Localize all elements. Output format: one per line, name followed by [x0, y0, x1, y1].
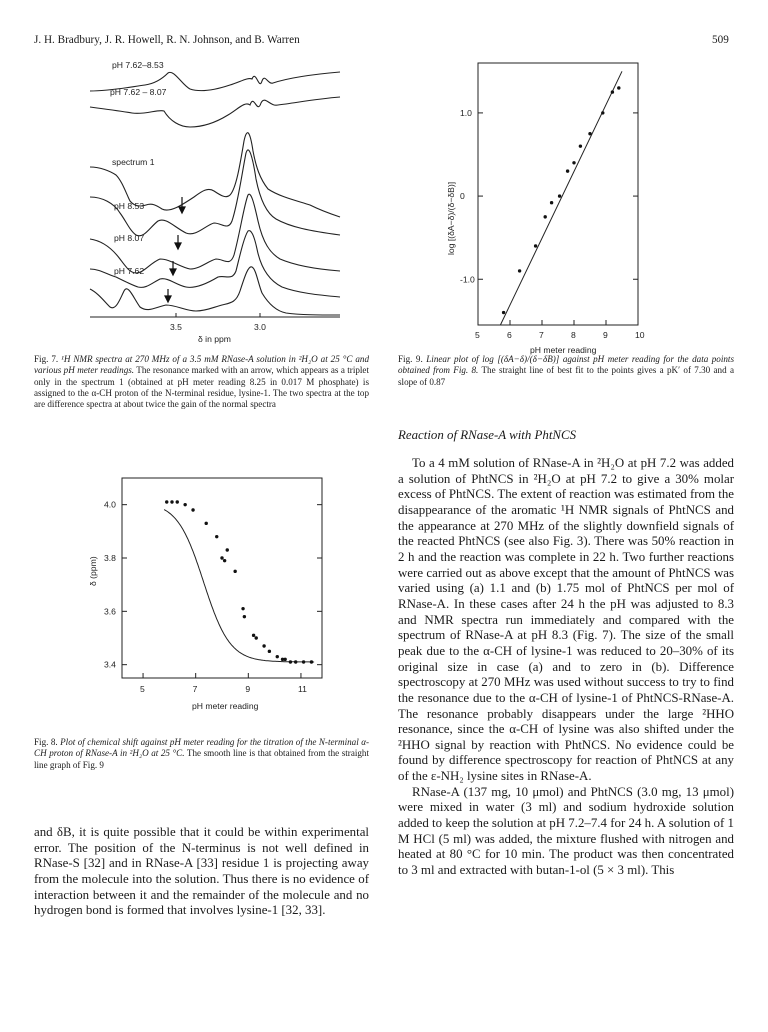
running-header-authors: J. H. Bradbury, J. R. Howell, R. N. Johnson, and B. Warren — [34, 34, 300, 46]
fig8-data-point — [220, 556, 223, 559]
fig7-caption-label: Fig. 7. — [34, 354, 59, 364]
right-paragraph-1: To a 4 mM solution of RNase-A in ²H₂O at pH 7.2 was added a solution of PhtNCS in ²H₂O at pH 7.2 to give a 30% molar excess of PhtNCS. The extent of reaction was estimated from the disappearance of the aromatic ¹H NMR signals of PhtNCS and the appearance at 270 MHz of the slightly downfield signals of the reacted PhtNCS (see also Fig. 3). There was 50% reaction in 2 h and the reaction was complete in 22 h. Two further reactions were carried out as above except that the amount of PhtNCS was varied using (a) 1.1 and (b) 1.75 mol of PhtNCS per mol of RNase-A. In these cases after 24 h the pH was adjusted to 8.3 and NMR spectra run immediately and compared with the spectrum of RNase-A at pH 8.3 (Fig. 7). The size of the small peak due to the α-CH of lysine-1 was reduced to 20–30% of its original size in case (a) and to zero in (b). Difference spectroscopy at 270 MHz was used without success to try to find the resonance due to the α-CH of lysine-1 of PhtNCS-RNase-A. The resonance probably disappears under the large ²HHO resonance, since the α-CH of lysine was also shifted under the ²HHO signal by reaction with PhtNCS. No evidence could be found by difference spectroscopy for reaction of PhtNCS at any of the ε-NH₂ lysine sites in RNase-A. — [398, 456, 734, 784]
fig9-xlabel: pH meter reading — [530, 345, 597, 355]
figure-8-chemical-shift-plot — [82, 478, 332, 728]
fig8-data-point — [243, 615, 246, 618]
page-number: 509 — [712, 34, 729, 46]
fig7-label-spectrum1: spectrum 1 — [112, 157, 155, 167]
fig9-data-point — [601, 111, 604, 114]
fig8-ytick-label: 3.4 — [104, 659, 116, 670]
fig9-data-point — [502, 311, 505, 314]
fig9-ytick-label: 1.0 — [460, 107, 472, 118]
fig7-label-diff2: pH 7.62 – 8.07 — [110, 87, 167, 97]
fig9-caption-italic: Linear plot of log [(δA−δ)/(δ−δB)] against pH meter reading for the data points obtained from Fig. 8. — [398, 354, 734, 376]
fig8-caption — [34, 737, 369, 771]
arrow-head-ph762 — [170, 269, 176, 275]
fig9-data-point — [566, 169, 569, 172]
left-column-body — [34, 825, 369, 919]
fig9-frame — [478, 63, 638, 325]
fig9-data-point — [588, 132, 591, 135]
fig8-data-point — [283, 658, 286, 661]
fig8-ytick-label: 3.8 — [104, 553, 116, 563]
fig7-tick-3.5: 3.5 — [170, 322, 182, 332]
fig8-data-point — [170, 500, 173, 503]
fig7-caption — [34, 354, 369, 410]
fig9-data-point — [572, 161, 575, 164]
fig8-ytick-label: 4.0 — [104, 499, 116, 510]
fig8-xtick-label: 7 — [192, 684, 198, 694]
fig8-caption-italic: Plot of chemical shift against pH meter reading for the titration of the N-terminal α-CH proton of RNase-A in ²H₂O at 25 °C. — [34, 737, 369, 759]
fig8-xlabel: pH meter reading — [192, 701, 259, 711]
fig9-data-point — [617, 86, 620, 89]
fig9-fit-line — [500, 71, 622, 325]
fig7-xlabel: δ in ppm — [198, 334, 231, 344]
fig9-xtick-label: 8 — [571, 330, 576, 340]
fig8-data-point — [233, 570, 236, 573]
fig8-data-point — [215, 535, 218, 538]
fig9-data-point — [579, 144, 582, 147]
fig9-ytick-label: -1.0 — [460, 274, 475, 285]
fig8-data-point — [226, 548, 229, 551]
fig8-xtick-label: 5 — [140, 684, 145, 694]
fig9-data-point — [534, 244, 537, 247]
fig9-caption — [398, 354, 734, 388]
fig9-xtick-label: 10 — [635, 330, 645, 340]
fig7-label-ph807: pH 8.07 — [114, 233, 145, 243]
fig8-fit-curve — [164, 510, 314, 662]
fig8-xtick-label: 9 — [245, 684, 251, 694]
fig8-data-point — [165, 500, 168, 503]
fig7-label-ph762: pH 7.62 — [114, 266, 145, 276]
fig8-data-point — [191, 508, 194, 511]
fig9-caption-text: The straight line of best fit to the points gives a pK′ of 7.30 and a slope of 0.87 — [398, 365, 734, 387]
fig9-data-point — [550, 201, 553, 204]
fig9-data-point — [518, 269, 521, 272]
arrow-head-bottom — [165, 296, 171, 302]
fig9-xtick-label: 5 — [475, 330, 480, 340]
fig9-ylabel: log [(δA−δ)/(δ−δB)] — [446, 181, 456, 255]
fig7-label-diff1: pH 7.62–8.53 — [112, 60, 164, 70]
arrow-head-ph853 — [179, 207, 185, 213]
fig8-data-point — [262, 644, 265, 647]
fig7-tick-3.0: 3.0 — [254, 322, 266, 332]
fig8-caption-label: Fig. 8. — [34, 737, 58, 747]
fig9-xtick-label: 6 — [507, 330, 512, 340]
figure-9-linear-plot — [438, 55, 643, 355]
fig8-data-point — [176, 500, 179, 503]
right-paragraph-2: RNase-A (137 mg, 10 μmol) and PhtNCS (3.0 mg, 13 μmol) were mixed in water (3 ml) and sodium hydroxide solution added to keep the solution at pH 7.2–7.4 for 24 h. A solution of 1 M HCl (5 ml) was added, the mixture flushed with nitrogen and heated at 80 °C for 10 min. The product was then concentrated to 3 ml and extracted with butan-1-ol (5 × 3 ml). This — [398, 784, 734, 878]
arrow-head-ph807 — [175, 243, 181, 249]
fig7-caption-text: The resonance marked with an arrow, which appears as a triplet only in the spectrum 1 (obtained at pH meter reading 8.25 in 0.017 M phosphate) is assigned to the α-CH proton of the N-terminal residue, lysine-1. The two spectra at the top are difference spectra at about twice the gain of the normal spectra — [34, 365, 369, 410]
fig8-xtick-label: 11 — [297, 684, 307, 694]
left-paragraph: and δB, it is quite possible that it could be within experimental error. The position of the N-terminus is not well defined in RNase-S [32] and in RNase-A [33] residue 1 is projecting away from the molecule into the solution. Thus there is no evidence of interaction between it and the remainder of the molecule and no hydrogen bond is formed that involves lysine-1 [32, 33]. — [34, 825, 369, 918]
fig9-caption-label: Fig. 9. — [398, 354, 423, 364]
fig8-caption-text: The smooth line is that obtained from the straight line graph of Fig. 9 — [34, 748, 370, 770]
fig8-data-point — [252, 634, 255, 637]
fig9-data-point — [544, 215, 547, 218]
fig8-data-point — [223, 559, 226, 562]
figure-7-nmr-spectra — [90, 55, 340, 345]
fig9-ytick-label: 0 — [460, 191, 465, 202]
fig8-data-point — [241, 607, 244, 610]
fig8-data-point — [294, 660, 297, 663]
fig8-data-point — [183, 503, 186, 506]
difference-spectrum-2 — [90, 97, 340, 127]
fig8-data-point — [205, 522, 208, 525]
fig9-data-point — [611, 90, 614, 93]
fig8-frame — [122, 478, 322, 678]
fig8-data-point — [255, 636, 258, 639]
section-title: Reaction of RNase-A with PhtNCS — [398, 428, 577, 442]
fig8-ylabel: δ (ppm) — [88, 556, 98, 586]
fig8-data-point — [268, 650, 271, 653]
fig9-data-point — [558, 194, 561, 197]
fig7-caption-italic: ¹H NMR spectra at 270 MHz of a 3.5 mM RNase-A solution in ²H₂O at 25 °C and various pH meter readings. — [34, 354, 369, 376]
right-column-body — [398, 456, 734, 879]
fig7-label-ph853: pH 8.53 — [114, 201, 145, 211]
fig8-data-point — [289, 660, 292, 663]
fig8-data-point — [310, 660, 313, 663]
fig8-data-point — [276, 655, 279, 658]
fig9-xtick-label: 9 — [603, 330, 608, 340]
fig8-ytick-label: 3.6 — [104, 606, 116, 617]
fig9-xtick-label: 7 — [539, 330, 544, 340]
fig8-data-point — [302, 660, 305, 663]
